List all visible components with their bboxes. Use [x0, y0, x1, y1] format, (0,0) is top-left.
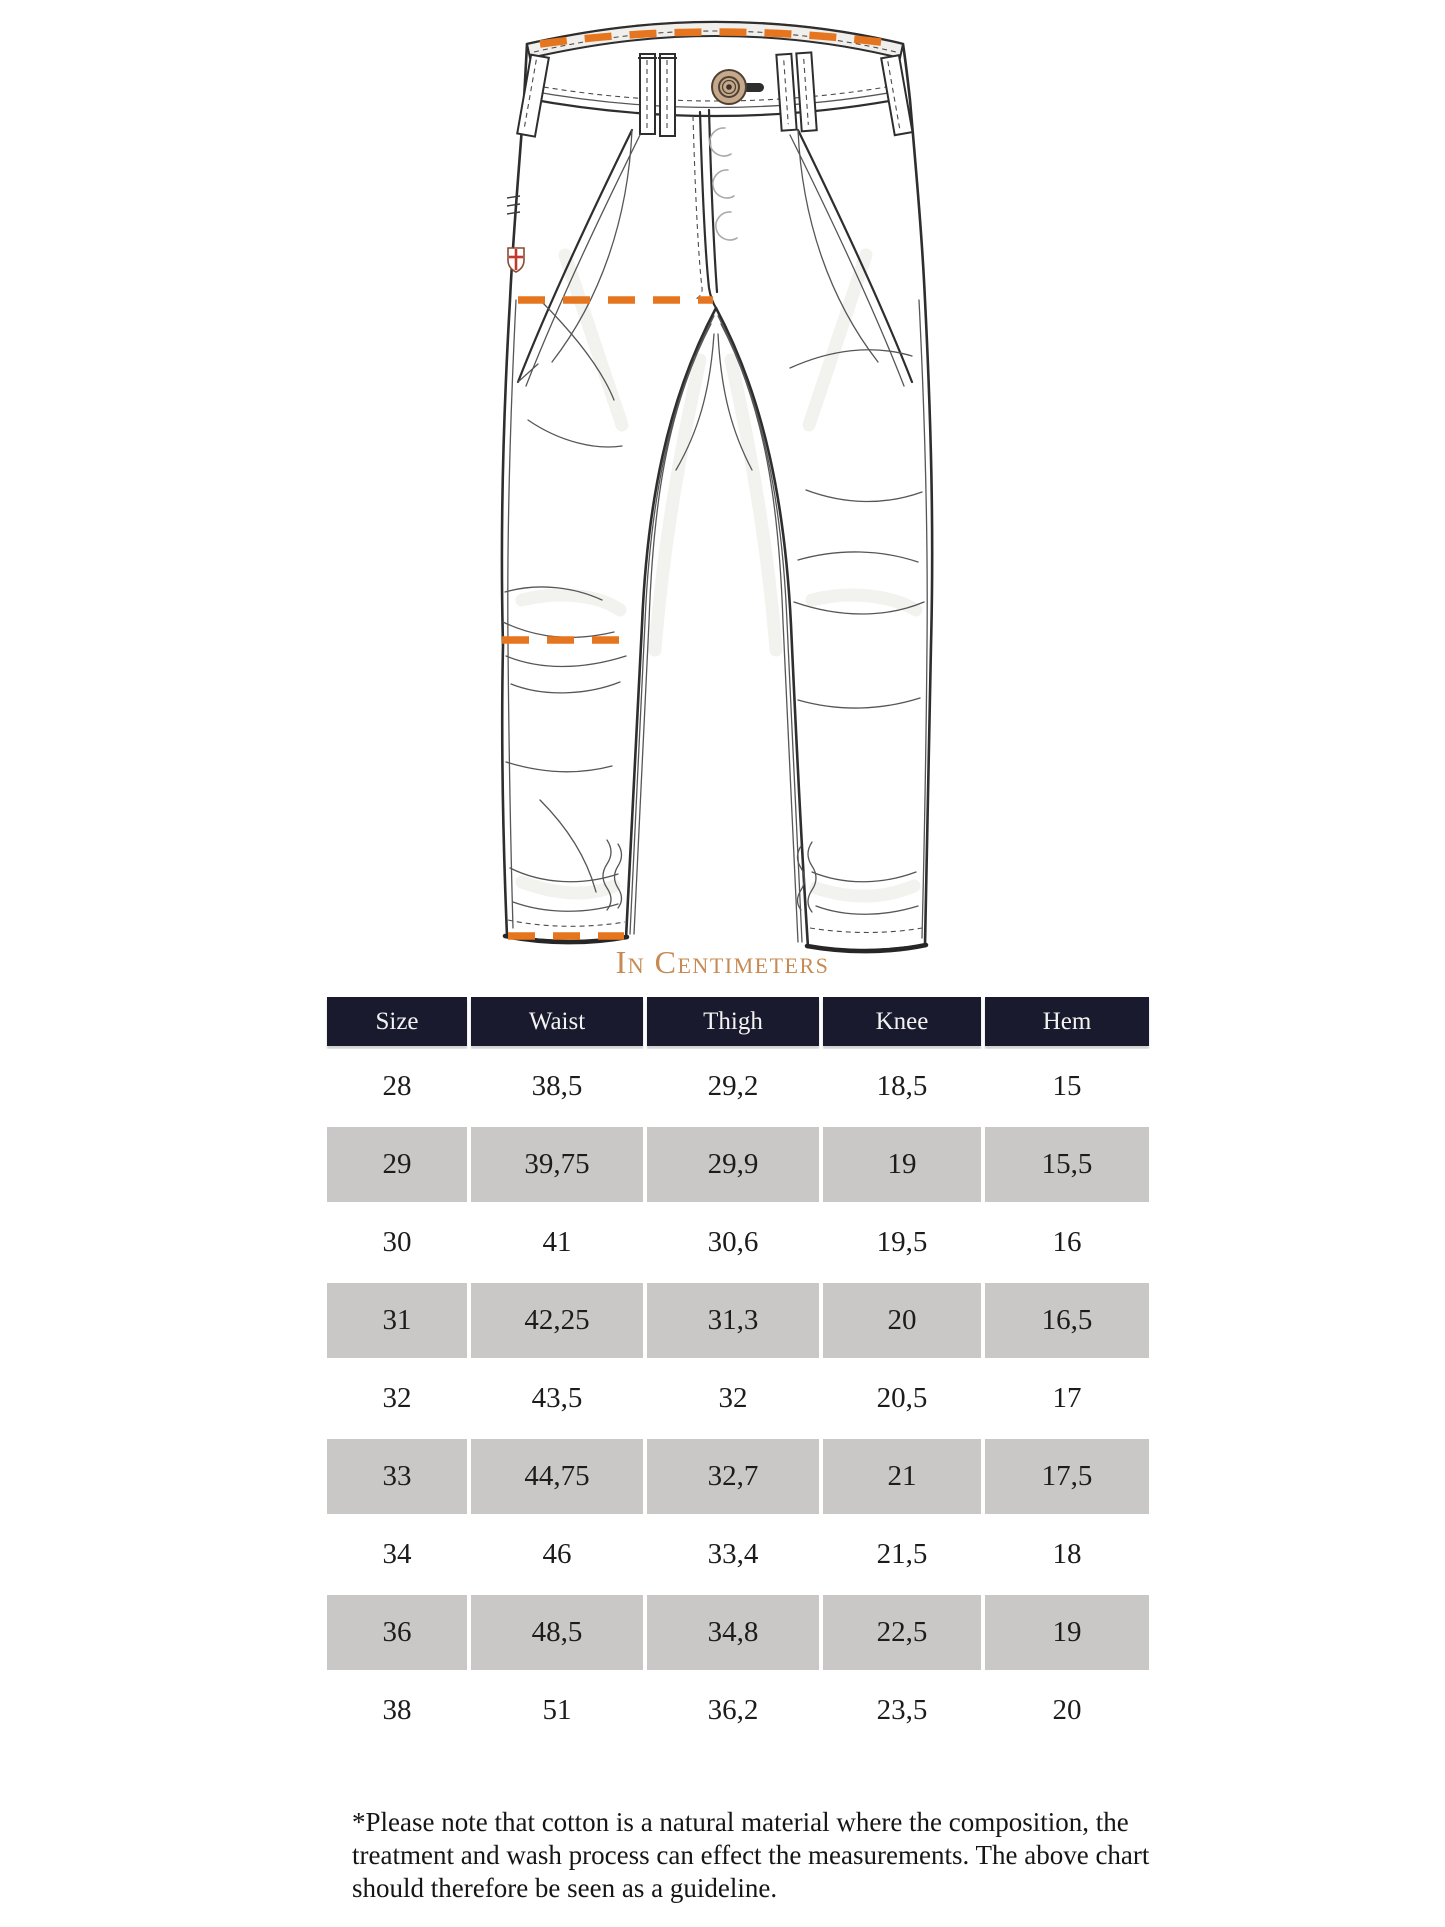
size-cell: 29: [327, 1127, 467, 1202]
size-cell: 18,5: [823, 1049, 981, 1124]
size-chart-header-row: [327, 997, 1149, 1046]
size-chart-body: [327, 1049, 1149, 1748]
column-header-waist: Waist: [471, 997, 643, 1046]
size-cell: 31,3: [647, 1283, 819, 1358]
size-cell: 28: [327, 1049, 467, 1124]
size-cell: 32: [327, 1361, 467, 1436]
size-cell: 38: [327, 1673, 467, 1748]
size-cell: 46: [471, 1517, 643, 1592]
size-cell: 41: [471, 1205, 643, 1280]
column-header-thigh: Thigh: [647, 997, 819, 1046]
footnote-line: *Please note that cotton is a natural material where the composition, the: [352, 1807, 1129, 1837]
size-cell: 21,5: [823, 1517, 981, 1592]
size-cell: 21: [823, 1439, 981, 1514]
size-cell: 36: [327, 1595, 467, 1670]
size-cell: 33,4: [647, 1517, 819, 1592]
size-cell: 16,5: [985, 1283, 1149, 1358]
size-chart-table: [323, 994, 1153, 1751]
size-cell: 23,5: [823, 1673, 981, 1748]
size-cell: 19: [985, 1595, 1149, 1670]
size-cell: 33: [327, 1439, 467, 1514]
column-header-knee: Knee: [823, 997, 981, 1046]
size-cell: 17,5: [985, 1439, 1149, 1514]
size-cell: 15,5: [985, 1127, 1149, 1202]
size-cell: 15: [985, 1049, 1149, 1124]
size-cell: 29,2: [647, 1049, 819, 1124]
size-row-31: [327, 1283, 1149, 1358]
size-cell: 20: [985, 1673, 1149, 1748]
size-cell: 19,5: [823, 1205, 981, 1280]
size-row-33: [327, 1439, 1149, 1514]
footnote: [352, 1806, 1167, 1905]
footnote-line: should therefore be seen as a guideline.: [352, 1873, 778, 1903]
size-cell: 32: [647, 1361, 819, 1436]
size-cell: 43,5: [471, 1361, 643, 1436]
size-row-32: [327, 1361, 1149, 1436]
brand-shield-badge: [508, 248, 524, 272]
size-cell: 44,75: [471, 1439, 643, 1514]
size-cell: 30: [327, 1205, 467, 1280]
size-cell: 30,6: [647, 1205, 819, 1280]
size-cell: 51: [471, 1673, 643, 1748]
size-cell: 18: [985, 1517, 1149, 1592]
size-row-30: [327, 1205, 1149, 1280]
size-cell: 34: [327, 1517, 467, 1592]
size-row-34: [327, 1517, 1149, 1592]
footnote-line: treatment and wash process can effect the measurements. The above chart: [352, 1840, 1150, 1870]
size-cell: 20,5: [823, 1361, 981, 1436]
size-cell: 17: [985, 1361, 1149, 1436]
size-row-36: [327, 1595, 1149, 1670]
size-cell: 36,2: [647, 1673, 819, 1748]
column-header-size: Size: [327, 997, 467, 1046]
size-cell: 38,5: [471, 1049, 643, 1124]
size-cell: 20: [823, 1283, 981, 1358]
size-cell: 48,5: [471, 1595, 643, 1670]
size-cell: 29,9: [647, 1127, 819, 1202]
size-row-38: [327, 1673, 1149, 1748]
size-cell: 32,7: [647, 1439, 819, 1514]
size-cell: 31: [327, 1283, 467, 1358]
column-header-hem: Hem: [985, 997, 1149, 1046]
size-cell: 19: [823, 1127, 981, 1202]
size-cell: 16: [985, 1205, 1149, 1280]
size-cell: 34,8: [647, 1595, 819, 1670]
pants-silhouette: [502, 22, 932, 950]
pants-technical-sketch: [490, 5, 940, 960]
size-cell: 42,25: [471, 1283, 643, 1358]
size-cell: 22,5: [823, 1595, 981, 1670]
size-cell: 39,75: [471, 1127, 643, 1202]
units-caption: In Centimeters: [615, 944, 830, 980]
size-row-29: [327, 1127, 1149, 1202]
size-row-28: [327, 1049, 1149, 1124]
